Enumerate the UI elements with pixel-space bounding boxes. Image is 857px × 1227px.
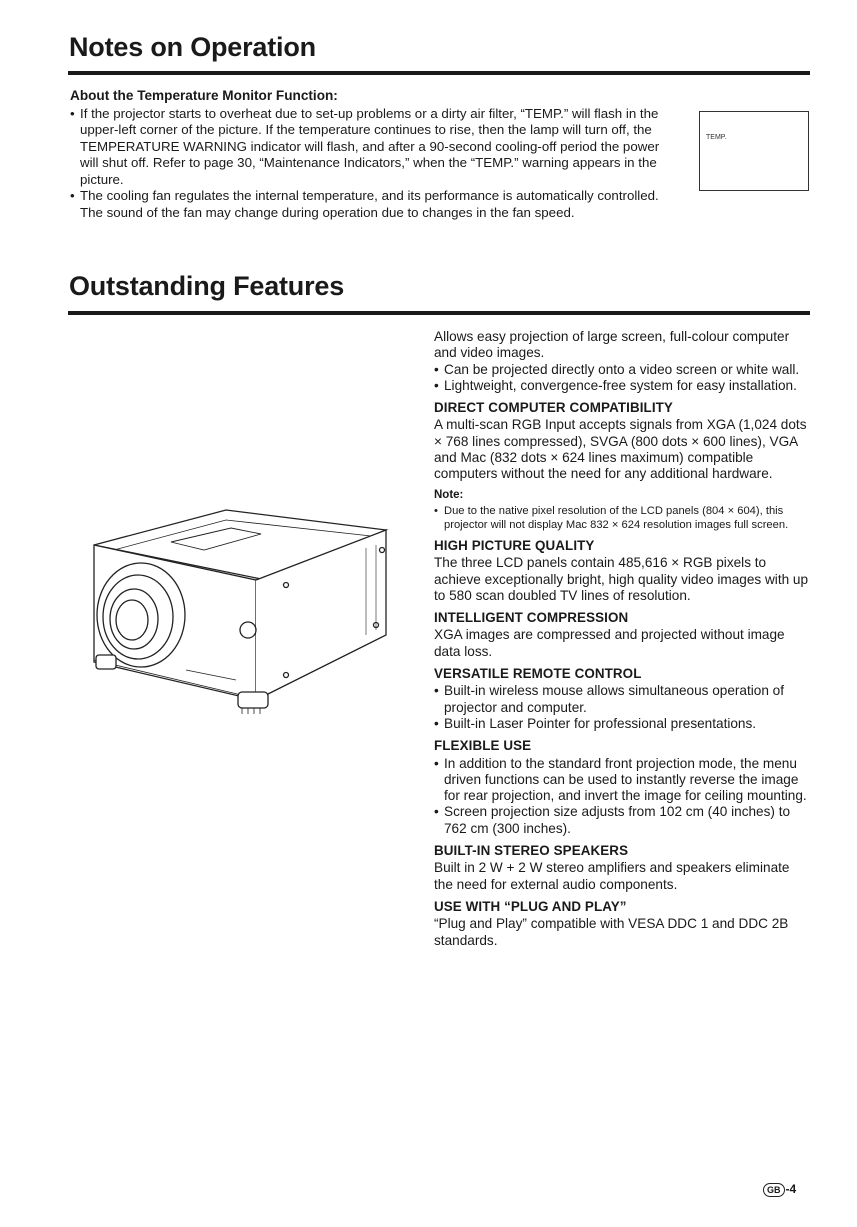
- feature-bullet: • In addition to the standard front projection mode, the menu driven functions can be used to instantly reverse the image for rear projection, and invert the image for ceiling mounting.: [434, 756, 810, 805]
- feature-text: The three LCD panels contain 485,616 × RGB pixels to achieve exceptionally bright, high quality video images with up to 580 scan doubled TV lines of resolution.: [434, 555, 809, 603]
- page-number-text: -4: [785, 1182, 797, 1196]
- features-column: [434, 329, 810, 949]
- section-rule: [68, 311, 810, 315]
- page-number: [763, 1182, 796, 1197]
- temp-warning-illustration: [699, 111, 809, 191]
- feature-bullet: • Built-in wireless mouse allows simultaneous operation of projector and computer.: [434, 683, 810, 716]
- features-intro: Allows easy projection of large screen, full-colour computer and video images.: [434, 329, 790, 361]
- section-title-notes-on-operation: Notes on Operation: [69, 32, 316, 62]
- region-badge: GB: [763, 1183, 785, 1197]
- temp-indicator-label: TEMP.: [706, 134, 727, 141]
- section-title-outstanding-features: Outstanding Features: [69, 271, 345, 301]
- feature-heading: VERSATILE REMOTE CONTROL: [434, 666, 642, 682]
- projector-illustration: [86, 500, 396, 720]
- feature-text: A multi-scan RGB Input accepts signals from XGA (1,024 dots × 768 lines compressed), SVGA (800 dots × 600 lines), VGA and Mac (832 dots × 624 lines maximum) compatible computers without the need for any additional hardware.: [434, 417, 807, 482]
- feature-heading: FLEXIBLE USE: [434, 738, 532, 754]
- intro-bullet: • Lightweight, convergence-free system for easy installation.: [434, 378, 810, 394]
- feature-heading: USE WITH “PLUG AND PLAY”: [434, 898, 627, 914]
- feature-heading: BUILT-IN STEREO SPEAKERS: [434, 843, 629, 859]
- feature-text: XGA images are compressed and projected without image data loss.: [434, 627, 785, 659]
- feature-text: “Plug and Play” compatible with VESA DDC 1 and DDC 2B standards.: [434, 916, 789, 948]
- feature-bullet: • Screen projection size adjusts from 102 cm (40 inches) to 762 cm (300 inches).: [434, 804, 810, 837]
- note-text: • Due to the native pixel resolution of the LCD panels (804 × 604), this projector will not display Mac 832 × 624 resolution images full screen.: [434, 504, 810, 532]
- temperature-monitor-heading: About the Temperature Monitor Function:: [70, 88, 338, 103]
- feature-heading: DIRECT COMPUTER COMPATIBILITY: [434, 400, 673, 416]
- note-label: Note:: [434, 488, 464, 501]
- section-rule: [68, 71, 810, 75]
- temperature-note-2: • The cooling fan regulates the internal temperature, and its performance is automatically controlled. The sound of the fan may change during operation due to changes in the fan speed.: [70, 188, 680, 221]
- feature-text: Built in 2 W + 2 W stereo amplifiers and speakers eliminate the need for external audio components.: [434, 860, 790, 892]
- intro-bullet: • Can be projected directly onto a video screen or white wall.: [434, 362, 810, 378]
- feature-bullet: • Built-in Laser Pointer for professional presentations.: [434, 716, 810, 732]
- temperature-note-1: • If the projector starts to overheat due to set-up problems or a dirty air filter, “TEMP.” will flash in the upper-left corner of the picture. If the temperature continues to rise, then the lamp will turn off, the TEMPERATURE WARNING indicator will flash, and after a 90-second cooling-off period the power will shut off. Refer to page 30, “Maintenance Indicators,” when the “TEMP.” warning appears in the picture.: [70, 106, 680, 189]
- temperature-monitor-notes: [70, 88, 680, 221]
- feature-heading: INTELLIGENT COMPRESSION: [434, 610, 629, 626]
- feature-heading: HIGH PICTURE QUALITY: [434, 537, 595, 553]
